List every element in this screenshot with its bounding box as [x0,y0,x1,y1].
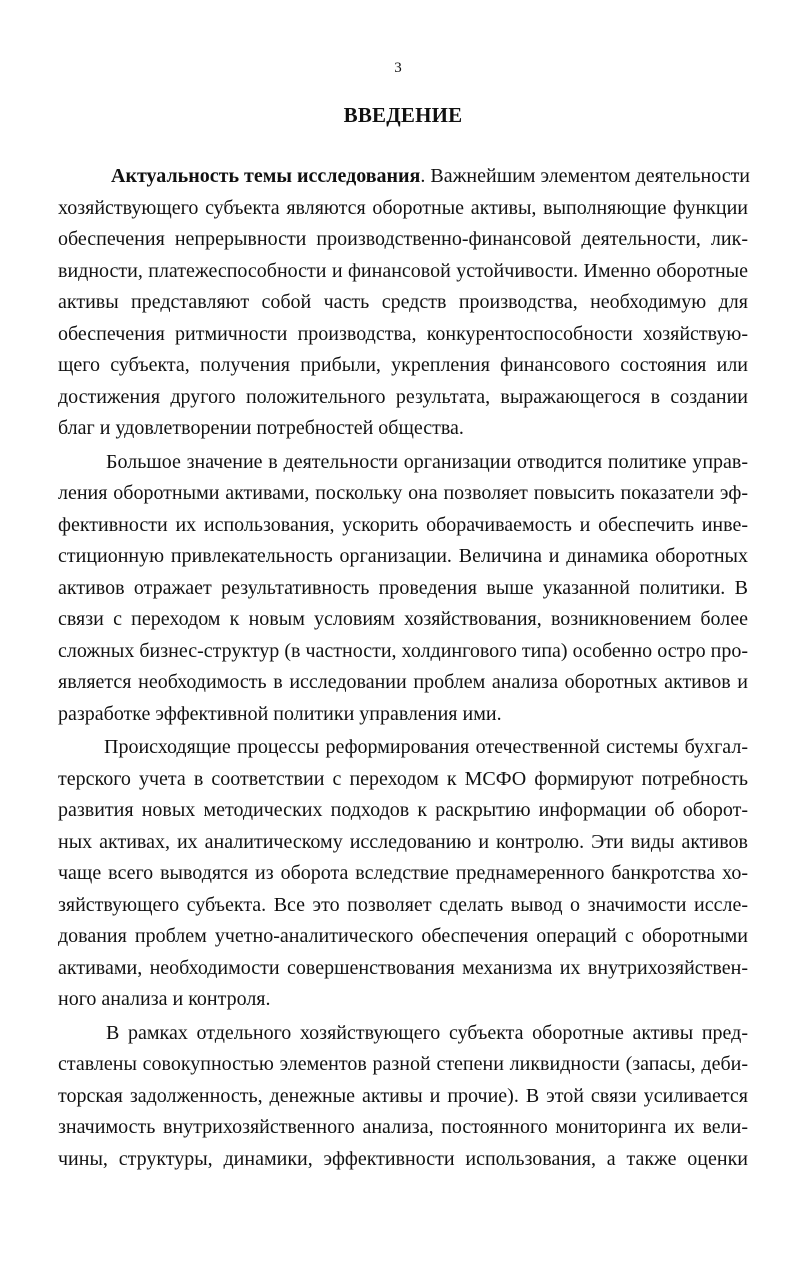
paragraph-line: достижения другого положительного результата, выражающегося в создании [58,385,748,408]
paragraph-line: торская задолженность, денежные активы и прочие). В этой связи усиливается [58,1084,748,1107]
paragraph-line: активы представляют собой часть средств производства, необходимую для [58,291,748,313]
paragraph-line: терского учета в соответствии с переходом к МСФО формируют потребность [58,767,748,790]
paragraph-line: Актуальность темы исследования. Важнейшим элементом деятельности [111,165,751,187]
page-number: 3 [394,60,402,76]
lead-phrase: Актуальность темы исследования [111,165,421,187]
paragraph-line: стиционную привлекательность организации. Величина и динамика оборотных [58,545,748,567]
paragraph-line: видности, платежеспособности и финансовой устойчивости. Именно оборотные [58,259,748,282]
paragraph-4 [58,1018,748,1176]
paragraph-line: связи с переходом к новым условиям хозяйствования, возникновением более [58,608,748,630]
paragraph-line: сложных бизнес-структур (в частности, холдингового типа) особенно остро про- [58,639,748,662]
paragraph-line: зяйствующего субъекта. Все это позволяет сделать вывод о значимости иссле- [58,893,748,916]
paragraph-line: благ и удовлетворении потребностей общества. [58,417,464,439]
section-heading: ВВЕДЕНИЕ [343,103,463,127]
paragraph-line: значимость внутрихозяйственного анализа, постоянного мониторинга их вели- [58,1116,748,1138]
paragraph-line: чаще всего выводятся из оборота вследствие преднамеренного банкротства хо- [58,862,748,884]
paragraph-line: щего субъекта, получения прибыли, укрепления финансового состояния или [58,354,748,376]
paragraph-1 [58,161,751,445]
paragraph-line: чины, структуры, динамики, эффективности использования, а также оценки [58,1147,748,1170]
paragraph-line: обеспечения непрерывности производственно-финансовой деятельности, лик- [58,228,748,250]
paragraph-line: дования проблем учетно-аналитического обеспечения операций с оборотными [58,925,748,947]
paragraph-line: В рамках отдельного хозяйствующего субъекта оборотные активы пред- [106,1021,748,1044]
paragraph-3 [58,732,748,1016]
paragraph-line: хозяйствующего субъекта являются оборотные активы, выполняющие функции [58,196,748,219]
paragraph-line: развития новых методических подходов к раскрытию информации об оборот- [58,799,748,821]
paragraph-2 [58,447,748,731]
paragraph-line: является необходимость в исследовании проблем анализа оборотных активов и [58,671,748,693]
paragraph-line: активов отражает результативность проведения выше указанной политики. В [58,576,748,599]
paragraph-line: обеспечения ритмичности производства, конкурентоспособности хозяйствую- [58,322,748,345]
paragraph-line: ного анализа и контроля. [58,988,271,1010]
paragraph-line: ных активах, их аналитическому исследованию и контролю. Эти виды активов [58,830,748,853]
paragraph-line: ления оборотными активами, поскольку она позволяет повысить показатели эф- [58,482,748,504]
paragraph-line: Происходящие процессы реформирования отечественной системы бухгал- [104,736,748,758]
paragraph-line: активами, необходимости совершенствования механизма их внутрихозяйствен- [58,956,748,979]
paragraph-line: фективности их использования, ускорить оборачиваемость и обеспечить инве- [58,513,748,536]
paragraph-line: ставлены совокупностью элементов разной степени ликвидности (запасы, деби- [58,1053,748,1075]
paragraph-line: Большое значение в деятельности организации отводится политике управ- [106,450,748,473]
paragraph-line: разработке эффективной политики управления ими. [58,702,502,725]
body-text [58,161,751,1175]
